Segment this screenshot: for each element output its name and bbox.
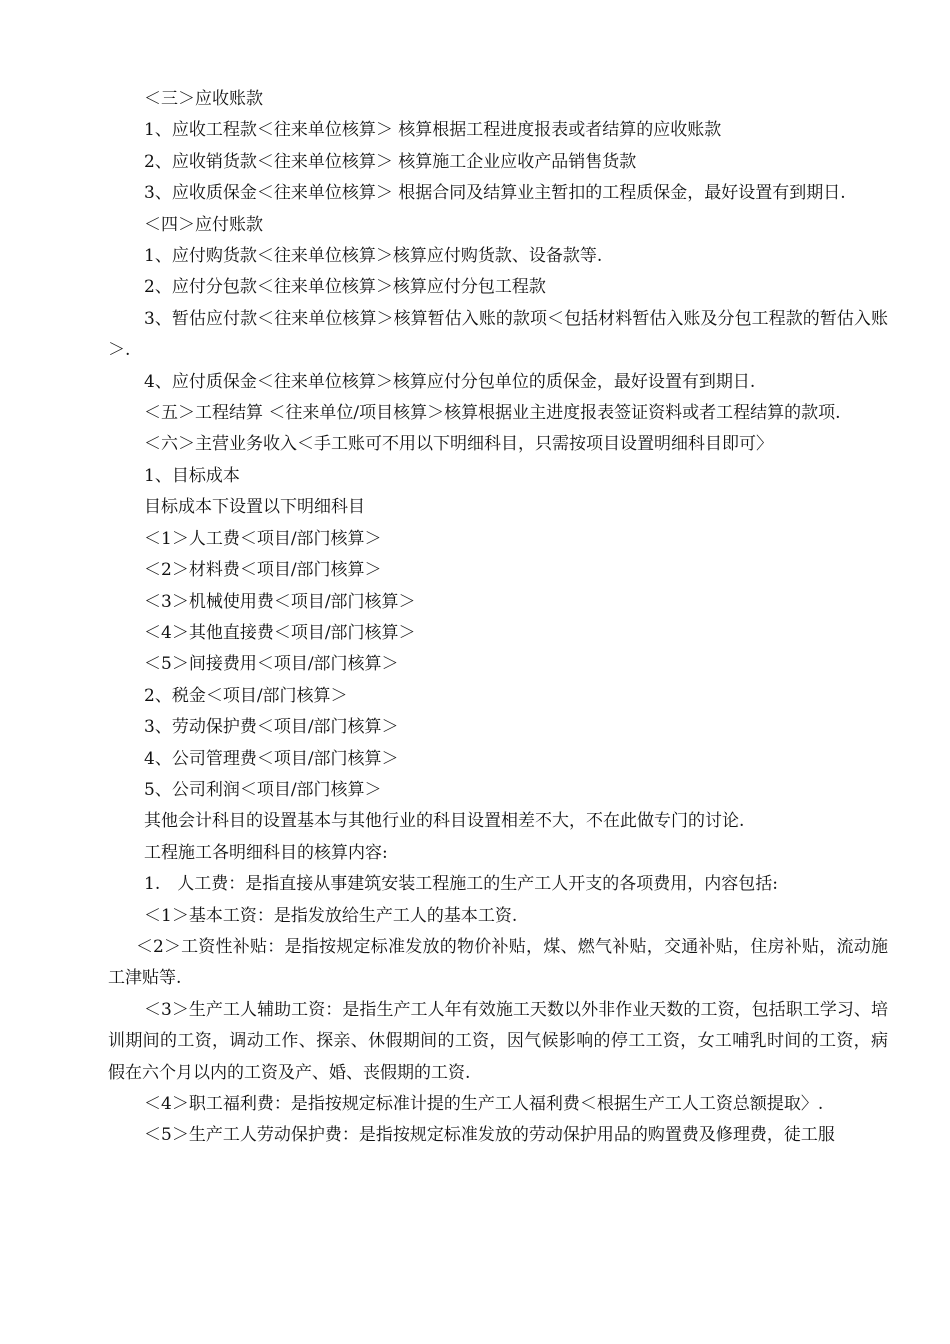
- list-item: 4、公司管理费＜项目/部门核算＞: [144, 748, 399, 769]
- paragraph: 3、应收质保金＜往来单位核算＞ 根据合同及结算业主暂扣的工程质保金，最好设置有到期日.: [144, 183, 846, 204]
- heading-main-revenue: ＜六＞主营业务收入＜手工账可不用以下明细科目，只需按项目设置明细科目即可〉: [144, 434, 773, 455]
- document-body: [108, 84, 888, 1152]
- paragraph: 2、应收销货款＜往来单位核算＞ 核算施工企业应收产品销售货款: [144, 151, 637, 172]
- list-item: ＜1＞人工费＜项目/部门核算＞: [144, 528, 382, 549]
- paragraph: ＜4＞职工福利费：是指按规定标准计提的生产工人福利费＜根据生产工人工资总额提取〉.: [144, 1094, 824, 1114]
- paragraph: ＜2＞工资性补贴：是指按规定标准发放的物价补贴，煤、燃气补贴，交通补贴，住房补贴，流动施工津贴等.: [108, 936, 888, 989]
- paragraph: 1、应收工程款＜往来单位核算＞ 核算根据工程进度报表或者结算的应收账款: [144, 120, 722, 141]
- paragraph: 1、目标成本: [144, 465, 240, 486]
- heading-accounts-receivable: ＜三＞应收账款: [144, 89, 263, 109]
- paragraph: ＜5＞生产工人劳动保护费：是指按规定标准发放的劳动保护用品的购置费及修理费，徒工服: [144, 1125, 835, 1146]
- paragraph: 3、暂估应付款＜往来单位核算＞核算暂估入账的款项＜包括材料暂估入账及分包工程款的暂估入账＞.: [108, 308, 888, 361]
- paragraph: ＜1＞基本工资：是指发放给生产工人的基本工资.: [144, 905, 518, 926]
- heading-project-settlement: ＜五＞工程结算 ＜往来单位/项目核算＞核算根据业主进度报表签证资料或者工程结算的款项.: [144, 403, 841, 424]
- paragraph: 目标成本下设置以下明细科目: [144, 497, 365, 518]
- paragraph: 1、应付购货款＜往来单位核算＞核算应付购货款、设备款等.: [144, 246, 603, 267]
- list-item: ＜3＞机械使用费＜项目/部门核算＞: [144, 591, 416, 612]
- list-item: ＜5＞间接费用＜项目/部门核算＞: [144, 654, 399, 675]
- paragraph: 1. 人工费：是指直接从事建筑安装工程施工的生产工人开支的各项费用，内容包括:: [144, 874, 778, 895]
- paragraph: 2、应付分包款＜往来单位核算＞核算应付分包工程款: [144, 277, 546, 298]
- paragraph: 其他会计科目的设置基本与其他行业的科目设置相差不大，不在此做专门的讨论.: [144, 811, 745, 832]
- list-item: 2、税金＜项目/部门核算＞: [144, 685, 348, 706]
- paragraph: 工程施工各明细科目的核算内容:: [144, 842, 388, 863]
- list-item: 3、劳动保护费＜项目/部门核算＞: [144, 717, 399, 738]
- heading-accounts-payable: ＜四＞应付账款: [144, 214, 263, 235]
- list-item: ＜2＞材料费＜项目/部门核算＞: [144, 560, 382, 581]
- paragraph: 4、应付质保金＜往来单位核算＞核算应付分包单位的质保金，最好设置有到期日.: [144, 371, 756, 392]
- list-item: ＜4＞其他直接费＜项目/部门核算＞: [144, 622, 416, 643]
- list-item: 5、公司利润＜项目/部门核算＞: [144, 779, 382, 800]
- paragraph: ＜3＞生产工人辅助工资：是指生产工人年有效施工天数以外非作业天数的工资，包括职工学习、培训期间的工资，调动工作、探亲、休假期间的工资，因气候影响的停工工资，女工哺乳时间的工资，病假在六个月以内的工资及产、婚、丧假期的工资.: [108, 999, 888, 1083]
